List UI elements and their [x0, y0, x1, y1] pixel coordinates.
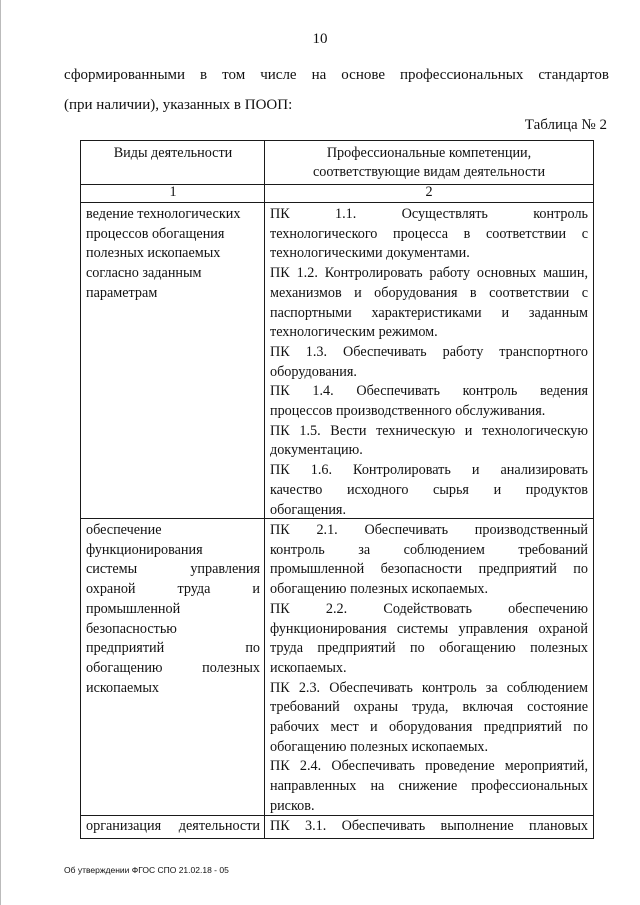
activity-line: предприятий по — [86, 640, 260, 657]
competency-line: ПК 1.6. Контролировать и анализировать — [270, 462, 588, 479]
activity-line: обеспечение — [86, 522, 162, 538]
table-border-top — [80, 140, 594, 141]
competency-line: технологическими документами. — [270, 245, 470, 262]
competency-line: труда предприятий по обогащению полезных — [270, 640, 588, 657]
competency-line: обогащению полезных ископаемых. — [270, 581, 488, 598]
competency-line: контроль за соблюдением требований — [270, 541, 588, 558]
competency-line: ПК 3.1. Обеспечивать выполнение плановых — [270, 818, 588, 834]
competency-line: паспортными характеристиками и заданным — [270, 304, 588, 321]
competency-line: качество исходного сырья и продуктов — [270, 481, 588, 498]
activity-line: промышленной — [86, 600, 181, 617]
intro-line-1: сформированными в том числе на основе профессиональных стандартов — [64, 67, 609, 83]
competency-line: механизмов и оборудования в соответствии с — [270, 284, 588, 301]
table-border-right — [593, 140, 594, 839]
header-activity: Виды деятельности — [113, 145, 233, 161]
competency-line: ПК 2.4. Обеспечивать проведение мероприятий, — [270, 758, 588, 775]
competency-line: направленных на снижение профессиональных — [270, 778, 588, 795]
activity-line: процессов обогащения — [86, 225, 225, 242]
row3-competencies — [270, 817, 588, 837]
competency-line: технологическим режимом. — [270, 324, 438, 341]
document-footer: Об утверждении ФГОС СПО 21.02.18 - 05 — [64, 865, 229, 875]
activity-line: обогащению полезных — [86, 659, 260, 676]
activity-line: системы управления — [86, 561, 260, 578]
competency-line: промышленной безопасности предприятий по — [270, 561, 588, 578]
competency-line: ПК 2.1. Обеспечивать производственный — [270, 522, 588, 538]
competency-line: ПК 2.3. Обеспечивать контроль за соблюдением — [270, 679, 588, 696]
row3-activity — [86, 817, 260, 837]
header-competencies-line2: соответствующие видам деятельности — [312, 164, 546, 180]
competency-line: оборудования. — [270, 363, 357, 380]
table-border-bottom — [80, 838, 594, 839]
intro-line-2: (при наличии), указанных в ПООП: — [64, 97, 293, 113]
competency-line: рабочих мест и оборудования предприятий по — [270, 719, 588, 736]
row2-activity — [86, 521, 260, 698]
header-competencies-line1: Профессиональные компетенции, — [326, 145, 532, 161]
page-number: 10 — [312, 31, 328, 47]
column-number-2: 2 — [425, 184, 433, 200]
competency-line: ПК 1.4. Обеспечивать контроль ведения — [270, 383, 588, 400]
column-divider — [264, 140, 265, 839]
competency-line: функционирования системы управления охраной — [270, 620, 588, 637]
competency-line: документацию. — [270, 442, 363, 459]
table-border-left — [80, 140, 81, 839]
row1-activity — [86, 205, 260, 304]
table-caption: Таблица № 2 — [524, 117, 607, 133]
column-number-1: 1 — [169, 184, 177, 200]
competency-line: ПК 1.1. Осуществлять контроль — [270, 206, 588, 222]
row1-competencies — [270, 205, 588, 520]
activity-line: полезных ископаемых — [86, 245, 221, 262]
competency-line: обогащения. — [270, 501, 347, 518]
competency-line: процессов производственного обслуживания. — [270, 403, 546, 420]
activity-line: ведение технологических — [86, 206, 241, 222]
competency-line: ПК 2.2. Содействовать обеспечению — [270, 600, 588, 617]
row2-competencies — [270, 521, 588, 817]
activity-line: функционирования — [86, 541, 203, 558]
competency-line: ПК 1.3. Обеспечивать работу транспортного — [270, 343, 588, 360]
competency-line: обогащению полезных ископаемых. — [270, 738, 488, 755]
activity-line: безопасностью — [86, 620, 177, 637]
activity-line: охраной труда и — [86, 581, 260, 598]
competency-line: рисков. — [270, 797, 315, 814]
activity-line: параметрам — [86, 284, 158, 301]
activity-line: согласно заданным — [86, 265, 202, 282]
competency-line: ПК 1.5. Вести техническую и технологическую — [270, 422, 588, 439]
competency-line: ПК 1.2. Контролировать работу основных машин, — [270, 265, 588, 282]
scan-edge — [0, 0, 1, 905]
competency-line: требований охраны труда, включая состояние — [270, 699, 588, 716]
activity-line: организация деятельности — [86, 818, 260, 834]
competency-line: технологического процесса в соответствии с — [270, 225, 588, 242]
activity-line: ископаемых — [86, 679, 159, 696]
competency-line: ископаемых. — [270, 659, 347, 676]
